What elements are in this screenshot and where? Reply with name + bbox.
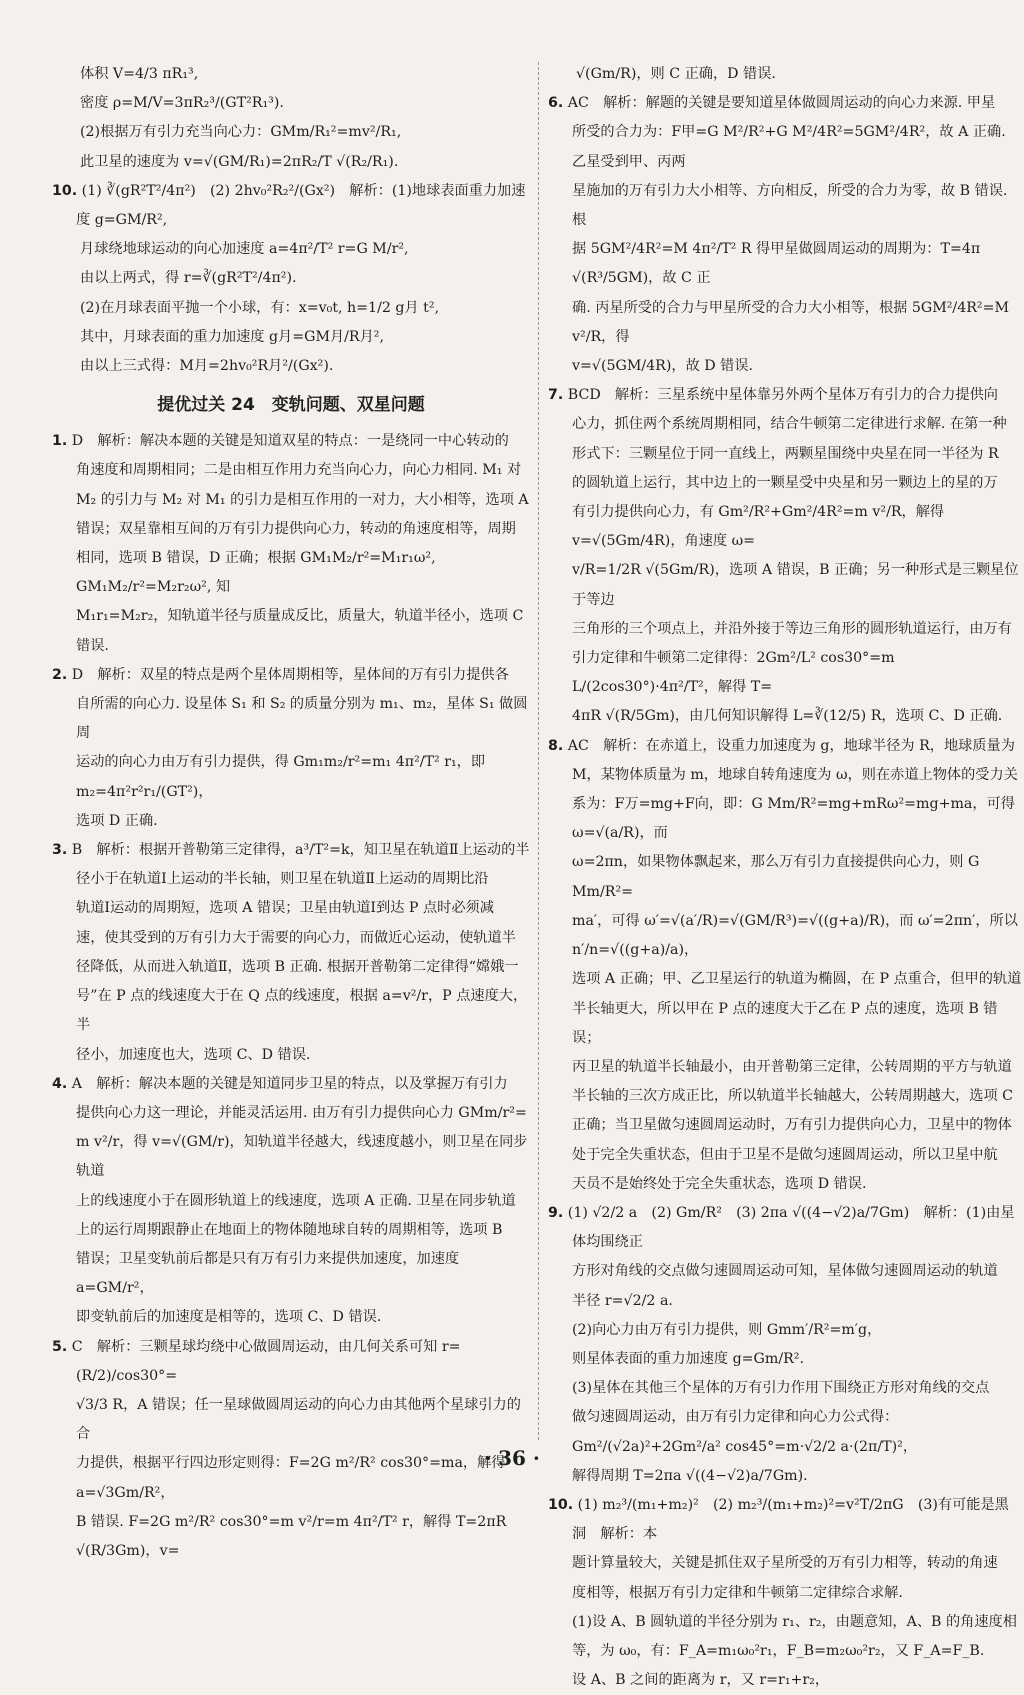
question-10-body: [52, 235, 530, 381]
answer-item-10: 10. (1) m₂³/(m₁+m₂)² (2) m₂³/(m₁+m₂)²=v²T/2πG (3)有可能是黑洞 解析：本 题计算量较大，关键是抓住双子星所受的万有引力相等，转动的角速 度相等，根据万有引力定律和牛顿第二定律综合求解. (1)设 A、B 圆轨道的半径分别为 r₁、r₂，由题意知，A、B 的角速度相 等，为 ω₀，有：F_A=m₁ω₀²r₁，F_B=m₂ω₀²r₂，又 F_A=F_B. 设 A、B 之间的距离为 r，又 r=r₁+r₂，: [548, 1496, 1017, 1689]
column-divider: [538, 62, 539, 1440]
answer-item-9: 9. (1) √2/2 a (2) Gm/R² (3) 2πa √((4−√2)a/7Gm) 解析：(1)由星体均围绕正 方形对角线的交点做匀速圆周运动可知，星体做匀速圆周运动的轨道 半径 r=√2/2 a. (2)向心力由万有引力提供，则 Gmm′/R²=m′g， 则星体表面的重力加速度 g=Gm/R². (3)星体在其他三个星体的万有引力作用下围绕正方形对角线的交点 做匀速圆周运动，由万有引力定律和向心力公式得： Gm²/(√2a)²+2Gm²/a² cos45°=m·√2/2 a·(2π/T)²， 解得周期 T=2πa √((4−√2)a/7Gm).: [548, 1204, 1015, 1484]
answer-item-8: 8. AC 解析：在赤道上，设重力加速度为 g，地球半径为 R，地球质量为 M，某物体质量为 m，地球自转角速度为 ω，则在赤道上物体的受力关 系为：F万=mg+F向，即：G Mm/R²=mg+mRω²=mg+ma，可得 ω=√(a/R)，而 ω=2πn，如果物体飘起来，那么万有引力直接提供向心力，则 G Mm/R²= ma′，可得 ω′=√(a′/R)=√(GM/R³)=√((g+a)/R)，而 ω′=2πn′，所以 n′/n=√((g+a)/a)， 选项 A 正确；甲、乙卫星运行的轨道为椭圆，在 P 点重合，但甲的轨道 半长轴更大，所以甲在 P 点的速度大于乙在 P 点的速度，选项 B 错误； 丙卫星的轨道半长轴最小，由开普勒第三定律，公转周期的平方与轨道 半长轴的三次方成正比，所以轨道半长轴越大，公转周期越大，选项 C 正确；当卫星做匀速圆周运动时，万有引力提供向心力，卫星中的物体 处于完全失重状态，但由于卫星不是做匀速圆周运动，所以卫星中航 天员不是始终处于完全失重状态，选项 D 错误.: [548, 737, 1022, 1192]
answer-item-7: 7. BCD 解析：三星系统中星体靠另外两个星体万有引力的合力提供向 心力，抓住两个系统周期相同，结合牛顿第二定律进行求解. 在第一种 形式下：三颗星位于同一直线上，两颗星围绕中央星在同一半径为 R 的圆轨道上运行，其中边上的一颗星受中央星和另一颗边上的星的万 有引力提供向心力，有 Gm²/R²+Gm²/4R²=m v²/R，解得 v=√(5Gm/4R)，角速度 ω= v/R=1/2R √(5Gm/R)，选项 A 错误，B 正确；另一种形式是三颗星位于等边 三角形的三个项点上，并沿外接于等边三角形的圆形轨道运行，由万有 引力定律和牛顿第二定律得：2Gm²/L² cos30°=m L/(2cos30°)·4π²/T²，解得 T= 4πR √(R/5Gm)，由几何知识解得 L=∛(12/5) R，选项 C、D 正确.: [548, 387, 1019, 725]
formula-line: 密度 ρ=M/V=3πR₂³/(GT²R₁³).: [80, 95, 284, 112]
answer-item-1: 1. D 解析：解决本题的关键是知道双星的特点：一是绕同一中心转动的 角速度和周期相同；二是由相互作用力充当向心力，向心力相同. M₁ 对 M₂ 的引力与 M₂ 对 M₁ 的引力是相互作用的一对力，大小相等，选项 A 错误；双星靠相互间的万有引力提供向心力，转动的角速度相等，周期 相同，选项 B 错误，D 正确；根据 GM₁M₂/r²=M₁r₁ω², GM₁M₂/r²=M₂r₂ω², 知 M₁r₁=M₂r₂，知轨道半径与质量成反比，质量大，轨道半径小，选项 C 错误.: [52, 433, 529, 654]
page-number: · 36 ·: [484, 1446, 540, 1470]
answer-line: 由以上三式得：M月=2hv₀²R月²/(Gx²).: [80, 358, 334, 375]
answer-item-3: 3. B 解析：根据开普勒第三定律得，a³/T²=k，知卫星在轨道Ⅱ上运动的半 径小于在轨道Ⅰ上运动的半长轴，则卫星在轨道Ⅱ上运动的周期比沿 轨道Ⅰ运动的周期短，选项 A 错误；卫星由轨道Ⅰ到达 P 点时必须减 速，使其受到的万有引力大于需要的向心力，而做近心运动，使轨道半 径降低，从而进入轨道Ⅱ，选项 B 正确. 根据开普勒第二定律得“嫦娥一 号”在 P 点的线速度大于在 Q 点的线速度，根据 a=v²/r，P 点速度大，半 径小，加速度也大，选项 C、D 错误.: [52, 842, 530, 1063]
continued-line: √(Gm/R)，则 C 正确，D 错误.: [576, 66, 776, 82]
left-column: [52, 60, 530, 1566]
intro-block: [52, 60, 530, 177]
question-10-answer: 10. (1) ∛(gR²T²/4π²) (2) 2hv₀²R₂²/(Gx²) 解析：(1)地球表面重力加速度 g=GM/R²,: [52, 182, 526, 229]
answer-line: (1) ∛(gR²T²/4π²) (2) 2hv₀²R₂²/(Gx²) 解析：(1)地球表面重力加速度 g=GM/R²,: [76, 182, 526, 229]
answer-line: 由以上两式，得 r=∛(gR²T²/4π²).: [80, 270, 297, 287]
answer-item-5: 5. C 解析：三颗星球均绕中心做圆周运动，由几何关系可知 r=(R/2)/cos30°= √3/3 R，A 错误；任一星球做圆周运动的向心力由其他两个星球引力的合 力提供，根据平行四边形定则得：F=2G m²/R² cos30°=ma，解得 a=√3Gm/R²， B 错误. F=2G m²/R² cos30°=m v²/r=m 4π²/T² r，解得 T=2πR √(R/3Gm)，v=: [52, 1338, 521, 1559]
answer-line: 其中，月球表面的重力加速度 g月=GM月/R月²,: [80, 328, 385, 345]
answer-item-2: 2. D 解析：双星的特点是两个星体周期相等，星体间的万有引力提供各 自所需的向心力. 设星体 S₁ 和 S₂ 的质量分别为 m₁、m₂，星体 S₁ 做圆周 运动的向心力由万有引力提供，得 Gm₁m₂/r²=m₁ 4π²/T² r₁，即 m₂=4π²r²r₁/(GT²)， 选项 D 正确.: [52, 666, 528, 829]
answer-item-6: 6. AC 解析：解题的关键是要知道星体做圆周运动的向心力来源. 甲星 所受的合力为：F甲=G M²/R²+G M²/4R²=5GM²/4R²，故 A 正确. 乙星受到甲、丙两 星施加的万有引力大小相等、方向相反，所受的合力为零，故 B 错误. 根 据 5GM²/4R²=M 4π²/T² R 得甲星做圆周运动的周期为：T=4π √(R³/5GM)，故 C 正 确. 丙星所受的合力与甲星所受的合力大小相等，根据 5GM²/4R²=M v²/R，得 v=√(5GM/4R)，故 D 错误.: [548, 95, 1010, 375]
answer-item-4: 4. A 解析：解决本题的关键是知道同步卫星的特点，以及掌握万有引力 提供向心力这一理论，并能灵活运用. 由万有引力提供向心力 GMm/r²= m v²/r，得 v=√(GM/r)，知轨道半径越大，线速度越小，则卫星在同步轨道 上的线速度小于在圆形轨道上的线速度，选项 A 正确. 卫星在同步轨道 上的运行周期跟静止在地面上的物体随地球自转的周期相等，选项 B 错误；卫星变轨前后都是只有万有引力来提供加速度，加速度 a=GM/r²， 即变轨前后的加速度是相等的，选项 C、D 错误.: [52, 1075, 528, 1326]
section-title: 提优过关 24 变轨问题、双星问题: [157, 395, 425, 416]
formula-line: 此卫星的速度为 v=√(GM/R₁)=2πR₂/T √(R₂/R₁).: [80, 153, 399, 170]
formula-line: 体积 V=4/3 πR₁³,: [80, 66, 199, 82]
formula-line: (2)根据万有引力充当向心力：GMm/R₁²=mv²/R₁,: [80, 124, 402, 141]
answer-line: 月球绕地球运动的向心加速度 a=4π²/T² r=G M/r²,: [80, 241, 409, 258]
answer-line: (2)在月球表面平抛一个小球，有：x=v₀t, h=1/2 g月 t²,: [80, 299, 440, 316]
